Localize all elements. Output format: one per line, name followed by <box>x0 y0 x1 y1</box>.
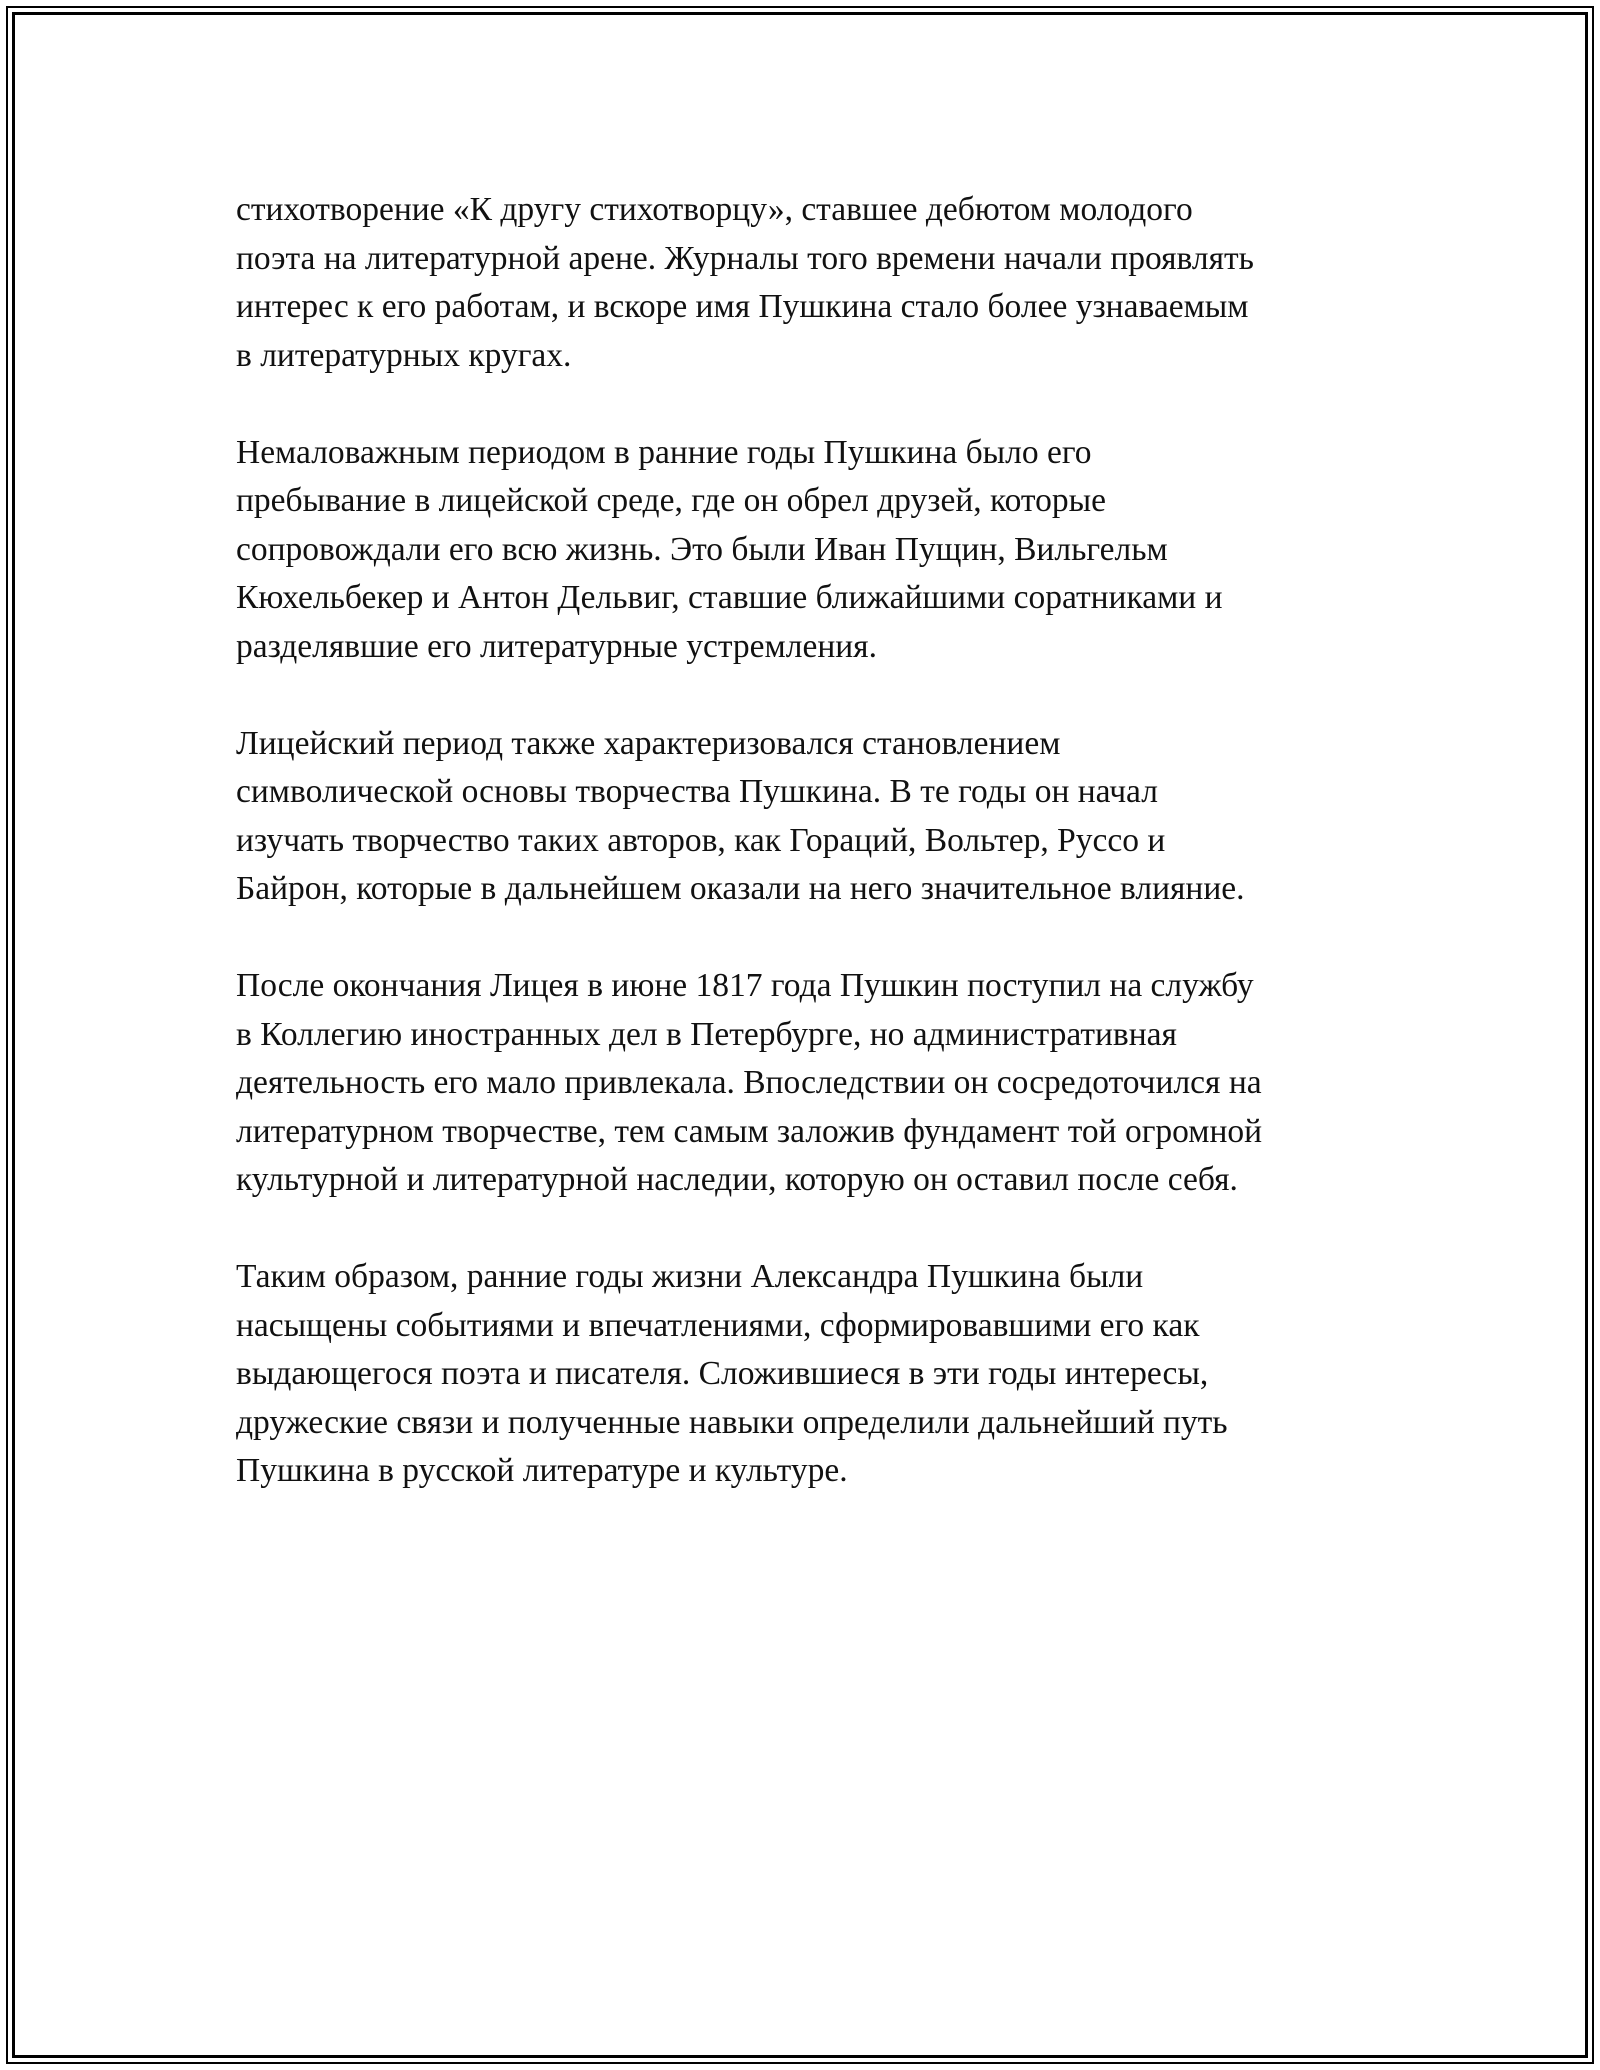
text-line: Таким образом, ранние годы жизни Александра Пушкина были <box>236 1258 1144 1295</box>
paragraph-4 <box>236 962 1386 1205</box>
text-line: пребывание в лицейской среде, где он обрел друзей, которые <box>236 482 1106 519</box>
text-line: насыщены событиями и впечатлениями, сформировавшими его как <box>236 1306 1200 1344</box>
text-line: разделявшие его литературные устремления. <box>236 627 877 665</box>
text-line: символической основы творчества Пушкина. В те годы он начал <box>236 773 1158 810</box>
text-line: поэта на литературной арене. Журналы того времени начали проявлять <box>236 239 1254 277</box>
text-line: После окончания Лицея в июне 1817 года Пушкин поступил на службу <box>236 967 1254 1004</box>
paragraph-5 <box>236 1253 1386 1496</box>
text-line: в литературных кругах. <box>236 336 572 374</box>
text-line: деятельность его мало привлекала. Впоследствии он сосредоточился на <box>236 1064 1262 1101</box>
text-line: выдающегося поэта и писателя. Сложившиеся в эти годы интересы, <box>236 1355 1209 1392</box>
paragraph-2 <box>236 429 1386 672</box>
text-line: сопровождали его всю жизнь. Это были Иван Пущин, Вильгельм <box>236 530 1168 568</box>
text-line: культурной и литературной наследии, которую он оставил после себя. <box>236 1161 1238 1198</box>
text-line: интерес к его работам, и вскоре имя Пушкина стало более узнаваемым <box>236 288 1249 325</box>
text-line: Кюхельбекер и Антон Дельвиг, ставшие ближайшими соратниками и <box>236 579 1223 616</box>
text-line: дружеские связи и полученные навыки определили дальнейший путь <box>236 1403 1228 1441</box>
document-body <box>236 186 1386 1544</box>
text-line: Байрон, которые в дальнейшем оказали на него значительное влияние. <box>236 870 1245 907</box>
text-line: Пушкина в русской литературе и культуре. <box>236 1452 848 1489</box>
text-line: в Коллегию иностранных дел в Петербурге, но административная <box>236 1015 1177 1053</box>
text-line: стихотворение «К другу стихотворцу», ставшее дебютом молодого <box>236 191 1193 228</box>
text-line: Немаловажным периодом в ранние годы Пушкина было его <box>236 433 1092 471</box>
text-line: изучать творчество таких авторов, как Гораций, Вольтер, Руссо и <box>236 821 1166 859</box>
text-line: литературном творчестве, тем самым заложив фундамент той огромной <box>236 1112 1263 1150</box>
paragraph-1 <box>236 186 1386 380</box>
text-line: Лицейский период также характеризовался становлением <box>236 724 1061 762</box>
paragraph-3 <box>236 720 1386 914</box>
